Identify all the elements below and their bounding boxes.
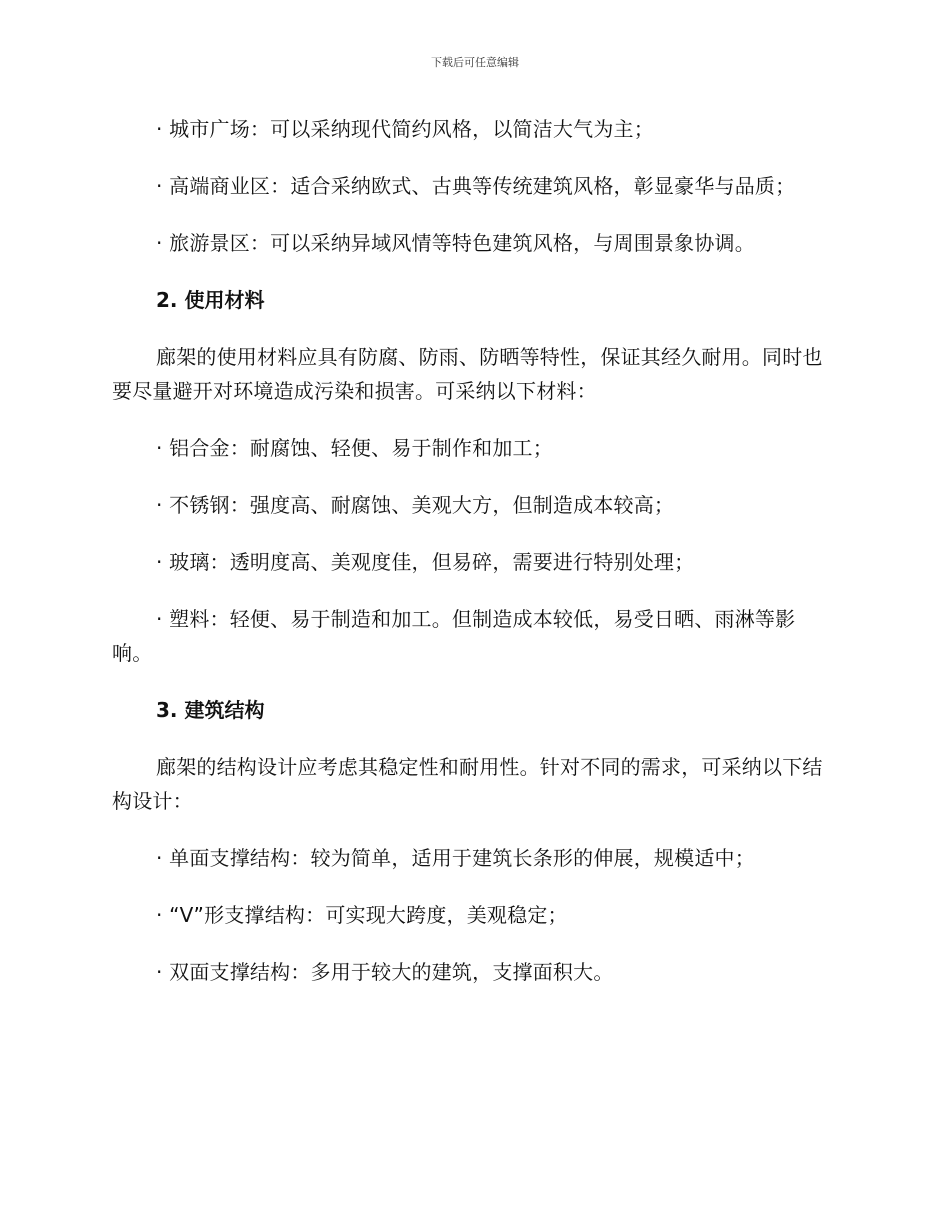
material-item-aluminum: · 铝合金：耐腐蚀、轻便、易于制作和加工； xyxy=(156,436,553,460)
style-item-tourist-area: · 旅游景区：可以采纳异域风情等特色建筑风格，与周围景象协调。 xyxy=(156,231,755,255)
page-header: 下载后可任意编辑 xyxy=(431,56,519,69)
structure-paragraph: 廊架的结构设计应考虑其稳定性和耐用性。针对不同的需求，可采纳以下结构设计： xyxy=(112,755,823,813)
material-item-stainless-steel: · 不锈钢：强度高、耐腐蚀、美观大方，但制造成本较高； xyxy=(156,493,675,517)
material-item-plastic: · 塑料：轻便、易于制造和加工。但制造成本较低，易受日晒、雨淋等影响。 xyxy=(112,607,796,665)
section-heading-structure: 3. 建筑结构 xyxy=(156,698,265,722)
section-heading-materials: 2. 使用材料 xyxy=(156,288,265,312)
document-body xyxy=(112,112,832,1012)
structure-item-double-support: · 双面支撑结构：多用于较大的建筑，支撑面积大。 xyxy=(156,960,614,984)
materials-paragraph: 廊架的使用材料应具有防腐、防雨、防晒等特性，保证其经久耐用。同时也要尽量避开对环境造成污染和损害。可采纳以下材料： xyxy=(112,345,823,403)
structure-item-single-support: · 单面支撑结构：较为简单，适用于建筑长条形的伸展，规模适中； xyxy=(156,846,755,870)
material-item-glass: · 玻璃：透明度高、美观度佳，但易碎，需要进行特别处理； xyxy=(156,550,695,574)
style-item-city-square: · 城市广场：可以采纳现代简约风格，以简洁大气为主； xyxy=(156,117,654,141)
style-item-commercial-district: · 高端商业区：适合采纳欧式、古典等传统建筑风格，彰显豪华与品质； xyxy=(156,174,796,198)
structure-item-v-support: · “V”形支撑结构：可实现大跨度，美观稳定； xyxy=(156,903,568,927)
